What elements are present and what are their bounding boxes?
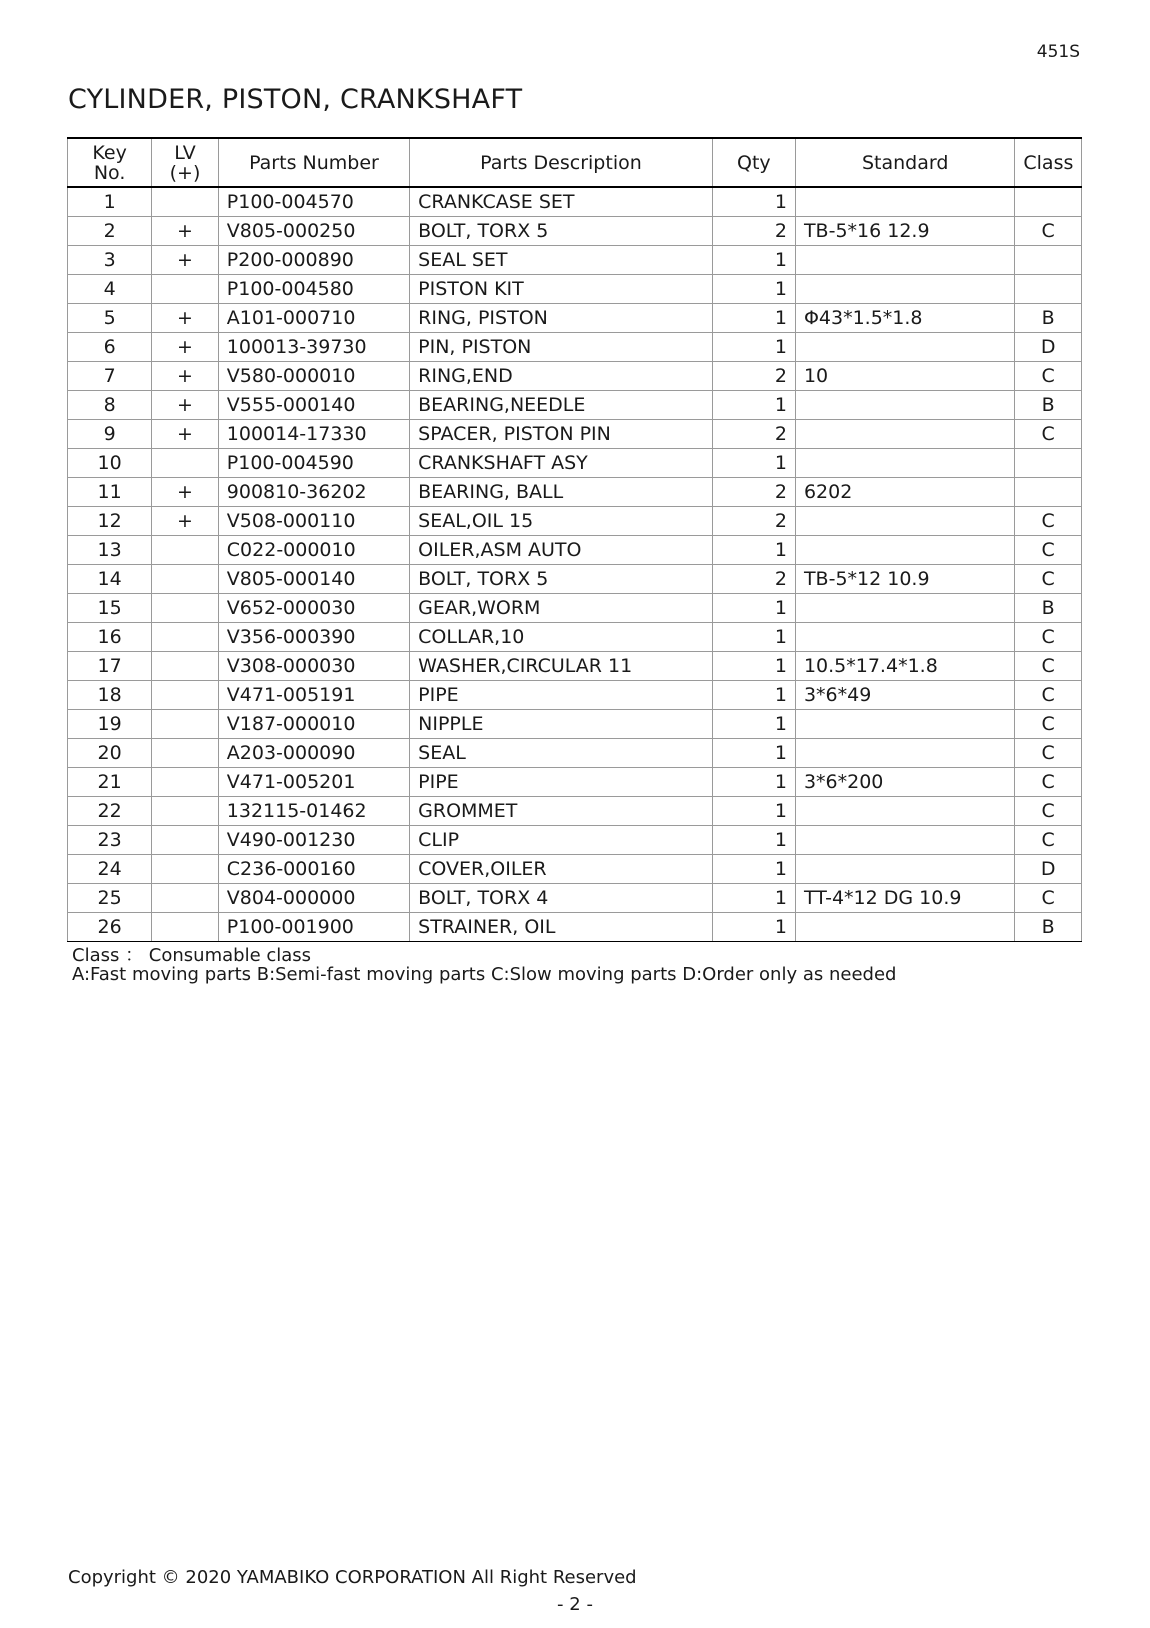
cell-parts-number: P100-004570 <box>218 187 409 217</box>
cell-standard <box>795 187 1014 217</box>
cell-parts-number: P100-004590 <box>218 449 409 478</box>
cell-lv <box>152 623 219 652</box>
cell-parts-description: PISTON KIT <box>410 275 713 304</box>
cell-qty: 1 <box>712 536 795 565</box>
cell-qty: 1 <box>712 333 795 362</box>
cell-parts-number: P100-001900 <box>218 913 409 942</box>
table-row <box>68 652 1082 681</box>
cell-parts-number: P200-000890 <box>218 246 409 275</box>
cell-parts-description: CRANKSHAFT ASY <box>410 449 713 478</box>
cell-standard <box>795 420 1014 449</box>
table-row <box>68 507 1082 536</box>
cell-qty: 1 <box>712 391 795 420</box>
cell-lv <box>152 739 219 768</box>
cell-key-no: 21 <box>68 768 152 797</box>
cell-qty: 1 <box>712 826 795 855</box>
cell-qty: 1 <box>712 623 795 652</box>
cell-parts-description: GROMMET <box>410 797 713 826</box>
cell-standard: TB-5*16 12.9 <box>795 217 1014 246</box>
cell-parts-description: BEARING, BALL <box>410 478 713 507</box>
cell-lv <box>152 652 219 681</box>
table-row <box>68 217 1082 246</box>
table-row <box>68 449 1082 478</box>
header-qty: Qty <box>712 138 795 187</box>
cell-class <box>1015 246 1082 275</box>
cell-class: C <box>1015 420 1082 449</box>
cell-key-no: 24 <box>68 855 152 884</box>
copyright: Copyright © 2020 YAMABIKO CORPORATION All Right Reserved <box>68 1567 637 1588</box>
table-row <box>68 913 1082 942</box>
cell-standard <box>795 449 1014 478</box>
cell-parts-description: COVER,OILER <box>410 855 713 884</box>
cell-parts-description: STRAINER, OIL <box>410 913 713 942</box>
cell-standard <box>795 594 1014 623</box>
cell-key-no: 17 <box>68 652 152 681</box>
cell-class <box>1015 478 1082 507</box>
cell-qty: 1 <box>712 768 795 797</box>
header-lv-line1: LV <box>174 141 196 164</box>
cell-parts-number: C022-000010 <box>218 536 409 565</box>
cell-lv <box>152 768 219 797</box>
cell-parts-description: CLIP <box>410 826 713 855</box>
cell-class: C <box>1015 565 1082 594</box>
cell-lv: + <box>152 333 219 362</box>
cell-standard <box>795 826 1014 855</box>
header-parts-number: Parts Number <box>218 138 409 187</box>
table-row <box>68 362 1082 391</box>
cell-key-no: 16 <box>68 623 152 652</box>
cell-lv <box>152 187 219 217</box>
cell-class: C <box>1015 652 1082 681</box>
cell-lv <box>152 797 219 826</box>
cell-parts-number: V652-000030 <box>218 594 409 623</box>
cell-class: D <box>1015 333 1082 362</box>
cell-key-no: 11 <box>68 478 152 507</box>
cell-parts-number: V580-000010 <box>218 362 409 391</box>
cell-qty: 1 <box>712 594 795 623</box>
cell-parts-description: RING,END <box>410 362 713 391</box>
cell-key-no: 8 <box>68 391 152 420</box>
cell-key-no: 5 <box>68 304 152 333</box>
cell-parts-number: 100014-17330 <box>218 420 409 449</box>
cell-parts-description: CRANKCASE SET <box>410 187 713 217</box>
cell-qty: 1 <box>712 187 795 217</box>
table-row <box>68 710 1082 739</box>
cell-parts-description: SEAL SET <box>410 246 713 275</box>
model-number: 451S <box>1036 42 1080 62</box>
cell-standard: 3*6*200 <box>795 768 1014 797</box>
cell-parts-number: V471-005191 <box>218 681 409 710</box>
cell-lv <box>152 884 219 913</box>
cell-lv <box>152 681 219 710</box>
cell-lv <box>152 275 219 304</box>
cell-qty: 1 <box>712 710 795 739</box>
cell-parts-number: V555-000140 <box>218 391 409 420</box>
cell-standard <box>795 246 1014 275</box>
cell-standard: 3*6*49 <box>795 681 1014 710</box>
table-row <box>68 187 1082 217</box>
cell-lv <box>152 536 219 565</box>
cell-parts-description: OILER,ASM AUTO <box>410 536 713 565</box>
cell-lv: + <box>152 304 219 333</box>
cell-standard <box>795 710 1014 739</box>
cell-key-no: 19 <box>68 710 152 739</box>
cell-class: B <box>1015 594 1082 623</box>
table-row <box>68 797 1082 826</box>
cell-class: C <box>1015 217 1082 246</box>
cell-standard: TB-5*12 10.9 <box>795 565 1014 594</box>
class-note: Class ： Consumable class <box>72 945 312 966</box>
table-header-row <box>68 138 1082 187</box>
cell-parts-number: V508-000110 <box>218 507 409 536</box>
cell-qty: 2 <box>712 565 795 594</box>
cell-class: D <box>1015 855 1082 884</box>
cell-class: B <box>1015 304 1082 333</box>
cell-qty: 1 <box>712 884 795 913</box>
cell-parts-number: 900810-36202 <box>218 478 409 507</box>
cell-parts-description: COLLAR,10 <box>410 623 713 652</box>
cell-parts-number: A101-000710 <box>218 304 409 333</box>
cell-parts-description: BOLT, TORX 5 <box>410 565 713 594</box>
cell-key-no: 20 <box>68 739 152 768</box>
cell-parts-number: A203-000090 <box>218 739 409 768</box>
parts-table-body <box>68 187 1082 942</box>
parts-table <box>67 137 1082 942</box>
cell-key-no: 13 <box>68 536 152 565</box>
cell-qty: 1 <box>712 681 795 710</box>
cell-parts-number: V490-001230 <box>218 826 409 855</box>
cell-lv: + <box>152 246 219 275</box>
cell-standard: 6202 <box>795 478 1014 507</box>
cell-standard <box>795 739 1014 768</box>
cell-parts-description: PIPE <box>410 681 713 710</box>
cell-standard <box>795 391 1014 420</box>
table-row <box>68 623 1082 652</box>
class-legend: A:Fast moving parts B:Semi-fast moving parts C:Slow moving parts D:Order only as needed <box>72 964 897 985</box>
table-row <box>68 594 1082 623</box>
cell-parts-description: SEAL <box>410 739 713 768</box>
header-lv-line2: (+) <box>169 161 201 184</box>
cell-parts-description: PIN, PISTON <box>410 333 713 362</box>
cell-standard: 10.5*17.4*1.8 <box>795 652 1014 681</box>
cell-qty: 1 <box>712 855 795 884</box>
cell-qty: 1 <box>712 739 795 768</box>
table-row <box>68 739 1082 768</box>
cell-parts-description: BOLT, TORX 5 <box>410 217 713 246</box>
table-row <box>68 536 1082 565</box>
cell-qty: 1 <box>712 652 795 681</box>
cell-lv: + <box>152 420 219 449</box>
cell-parts-description: NIPPLE <box>410 710 713 739</box>
header-standard: Standard <box>795 138 1014 187</box>
cell-key-no: 1 <box>68 187 152 217</box>
cell-class: C <box>1015 826 1082 855</box>
cell-parts-number: V356-000390 <box>218 623 409 652</box>
cell-standard <box>795 536 1014 565</box>
cell-standard <box>795 913 1014 942</box>
cell-parts-number: V805-000250 <box>218 217 409 246</box>
table-row <box>68 884 1082 913</box>
cell-lv <box>152 913 219 942</box>
cell-parts-number: 100013-39730 <box>218 333 409 362</box>
cell-lv: + <box>152 507 219 536</box>
cell-qty: 2 <box>712 217 795 246</box>
cell-lv <box>152 855 219 884</box>
cell-parts-description: BEARING,NEEDLE <box>410 391 713 420</box>
cell-standard <box>795 333 1014 362</box>
cell-parts-number: V804-000000 <box>218 884 409 913</box>
cell-class: B <box>1015 391 1082 420</box>
cell-class: C <box>1015 362 1082 391</box>
cell-class: C <box>1015 536 1082 565</box>
table-row <box>68 681 1082 710</box>
cell-parts-number: 132115-01462 <box>218 797 409 826</box>
cell-parts-description: RING, PISTON <box>410 304 713 333</box>
cell-parts-description: WASHER,CIRCULAR 11 <box>410 652 713 681</box>
header-lv <box>152 138 219 187</box>
cell-standard <box>795 797 1014 826</box>
cell-standard <box>795 623 1014 652</box>
cell-class: C <box>1015 768 1082 797</box>
cell-key-no: 12 <box>68 507 152 536</box>
table-row <box>68 826 1082 855</box>
cell-parts-description: SEAL,OIL 15 <box>410 507 713 536</box>
page-title: CYLINDER, PISTON, CRANKSHAFT <box>68 84 523 115</box>
cell-parts-description: BOLT, TORX 4 <box>410 884 713 913</box>
cell-key-no: 22 <box>68 797 152 826</box>
cell-key-no: 15 <box>68 594 152 623</box>
table-row <box>68 420 1082 449</box>
table-row <box>68 768 1082 797</box>
cell-class: C <box>1015 884 1082 913</box>
cell-key-no: 4 <box>68 275 152 304</box>
cell-standard <box>795 275 1014 304</box>
table-row <box>68 333 1082 362</box>
cell-key-no: 14 <box>68 565 152 594</box>
cell-qty: 2 <box>712 362 795 391</box>
header-key-no <box>68 138 152 187</box>
cell-standard <box>795 507 1014 536</box>
cell-key-no: 23 <box>68 826 152 855</box>
cell-lv: + <box>152 391 219 420</box>
cell-qty: 2 <box>712 478 795 507</box>
cell-lv <box>152 710 219 739</box>
cell-class: B <box>1015 913 1082 942</box>
header-key-line2: No. <box>93 161 126 184</box>
cell-parts-description: PIPE <box>410 768 713 797</box>
cell-class: C <box>1015 710 1082 739</box>
cell-parts-number: P100-004580 <box>218 275 409 304</box>
header-key-line1: Key <box>92 141 127 164</box>
cell-standard: Φ43*1.5*1.8 <box>795 304 1014 333</box>
cell-lv <box>152 594 219 623</box>
table-row <box>68 478 1082 507</box>
cell-parts-number: V187-000010 <box>218 710 409 739</box>
cell-qty: 2 <box>712 420 795 449</box>
cell-key-no: 2 <box>68 217 152 246</box>
cell-qty: 1 <box>712 913 795 942</box>
cell-parts-number: V308-000030 <box>218 652 409 681</box>
cell-qty: 1 <box>712 275 795 304</box>
cell-key-no: 10 <box>68 449 152 478</box>
cell-standard: TT-4*12 DG 10.9 <box>795 884 1014 913</box>
cell-class: C <box>1015 623 1082 652</box>
cell-lv <box>152 449 219 478</box>
cell-class: C <box>1015 681 1082 710</box>
table-row <box>68 565 1082 594</box>
cell-key-no: 25 <box>68 884 152 913</box>
cell-key-no: 6 <box>68 333 152 362</box>
cell-key-no: 26 <box>68 913 152 942</box>
cell-class <box>1015 275 1082 304</box>
cell-parts-number: V805-000140 <box>218 565 409 594</box>
page-number: - 2 - <box>557 1594 593 1615</box>
header-parts-description: Parts Description <box>410 138 713 187</box>
cell-key-no: 7 <box>68 362 152 391</box>
cell-lv: + <box>152 478 219 507</box>
cell-lv <box>152 826 219 855</box>
cell-parts-description: SPACER, PISTON PIN <box>410 420 713 449</box>
table-row <box>68 246 1082 275</box>
cell-class: C <box>1015 507 1082 536</box>
cell-class <box>1015 187 1082 217</box>
cell-key-no: 3 <box>68 246 152 275</box>
cell-class <box>1015 449 1082 478</box>
cell-key-no: 9 <box>68 420 152 449</box>
cell-standard: 10 <box>795 362 1014 391</box>
table-row <box>68 391 1082 420</box>
cell-qty: 1 <box>712 246 795 275</box>
header-class: Class <box>1015 138 1082 187</box>
cell-class: C <box>1015 739 1082 768</box>
cell-lv <box>152 565 219 594</box>
cell-qty: 1 <box>712 449 795 478</box>
cell-qty: 1 <box>712 304 795 333</box>
cell-lv: + <box>152 362 219 391</box>
cell-parts-description: GEAR,WORM <box>410 594 713 623</box>
cell-qty: 2 <box>712 507 795 536</box>
table-row <box>68 304 1082 333</box>
cell-key-no: 18 <box>68 681 152 710</box>
cell-standard <box>795 855 1014 884</box>
cell-parts-number: C236-000160 <box>218 855 409 884</box>
table-row <box>68 275 1082 304</box>
cell-class: C <box>1015 797 1082 826</box>
cell-lv: + <box>152 217 219 246</box>
cell-qty: 1 <box>712 797 795 826</box>
cell-parts-number: V471-005201 <box>218 768 409 797</box>
table-row <box>68 855 1082 884</box>
